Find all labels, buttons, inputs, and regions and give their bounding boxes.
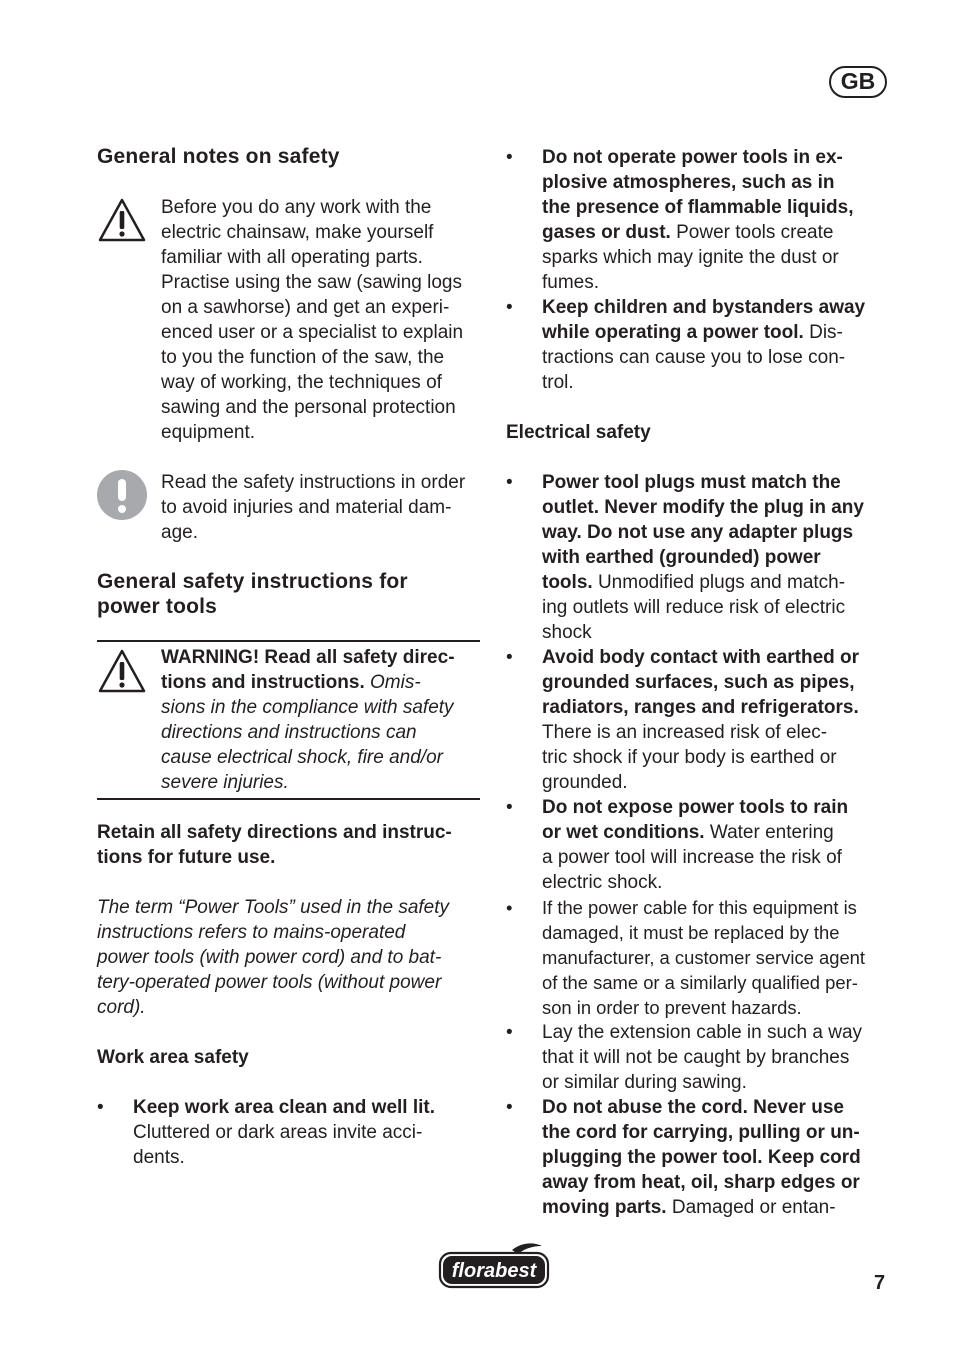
list-item: • Avoid body contact with earthed or grounded surfaces, such as pipes, radiators, ranges and refrigerators. There is an increased risk of elec- tric shock if your body is earthed or grounded. (506, 645, 896, 795)
list-item: • If the power cable for this equipment is damaged, it must be replaced by the manufacturer, a customer service agent of the same or a similarly qualified per- son in order to prevent hazards. (506, 895, 896, 1020)
section-title-power-tools: General safety instructions for power tools (97, 570, 408, 618)
page-number: 7 (874, 1272, 886, 1294)
chainsaw-familiarization-notice: Before you do any work with the electric chainsaw, make yourself familiar with all operating parts. Practise using the saw (sawing logs on a sawhorse) and get an experi- enced user or a specialist to explain to you the function of the saw, the way of working, the techniques of sawing and the personal protection equipment. (161, 197, 464, 443)
electrical-safety-list (506, 470, 896, 1220)
warning-triangle-icon (97, 648, 147, 698)
list-item: • Do not operate power tools in ex- plosive atmospheres, such as in the presence of flammable liquids, gases or dust. Power tools create sparks which may ignite the dust or fumes. (506, 145, 896, 295)
exclamation-circle-icon (97, 470, 147, 520)
read-safety-notice: Read the safety instructions in order to avoid injuries and material dam- age. (161, 472, 466, 543)
warning-box-top-rule (97, 640, 480, 642)
list-item: • Power tool plugs must match the outlet. Never modify the plug in any way. Do not use any adapter plugs with earthed (grounded) power tools. Unmodified plugs and match- ing outlets will reduce risk of electric shock (506, 470, 896, 645)
list-item: • Do not expose power tools to rain or wet conditions. Water entering a power tool will increase the risk of electric shock. (506, 795, 896, 895)
work-area-list (97, 1095, 487, 1170)
warning-triangle-icon (97, 197, 147, 247)
list-item: • Do not abuse the cord. Never use the cord for carrying, pulling or un- plugging the power tool. Keep cord away from heat, oil, sharp edges or moving parts. Damaged or entan- (506, 1095, 896, 1220)
subheading-work-area-safety: Work area safety (97, 1047, 249, 1068)
warning-box-text: WARNING! Read all safety direc- tions and instructions. Omis- sions in the compliance with safety directions and instructions can cause electrical shock, fire and/or severe injuries. (161, 647, 455, 793)
florabest-logo (436, 1240, 552, 1292)
list-item: • Keep work area clean and well lit. Cluttered or dark areas invite acci- dents. (97, 1095, 487, 1170)
list-item: • Keep children and bystanders away while operating a power tool. Dis- tractions can cause you to lose con- trol. (506, 295, 896, 395)
warning-box-bottom-rule (97, 798, 480, 800)
list-item: • Lay the extension cable in such a way that it will not be caught by branches or similar during sawing. (506, 1020, 896, 1095)
retain-instructions: Retain all safety directions and instruc- tions for future use. (97, 822, 452, 868)
section-title-general-notes: General notes on safety (97, 145, 340, 168)
subheading-electrical-safety: Electrical safety (506, 422, 651, 443)
language-badge: GB (829, 66, 887, 98)
svg-text:florabest: florabest (451, 1260, 537, 1282)
general-safety-list (506, 145, 896, 395)
power-tools-term-definition: The term “Power Tools” used in the safety instructions refers to mains-operated power tools (with power cord) and to bat- tery-operated power tools (without power cord). (97, 897, 450, 1018)
